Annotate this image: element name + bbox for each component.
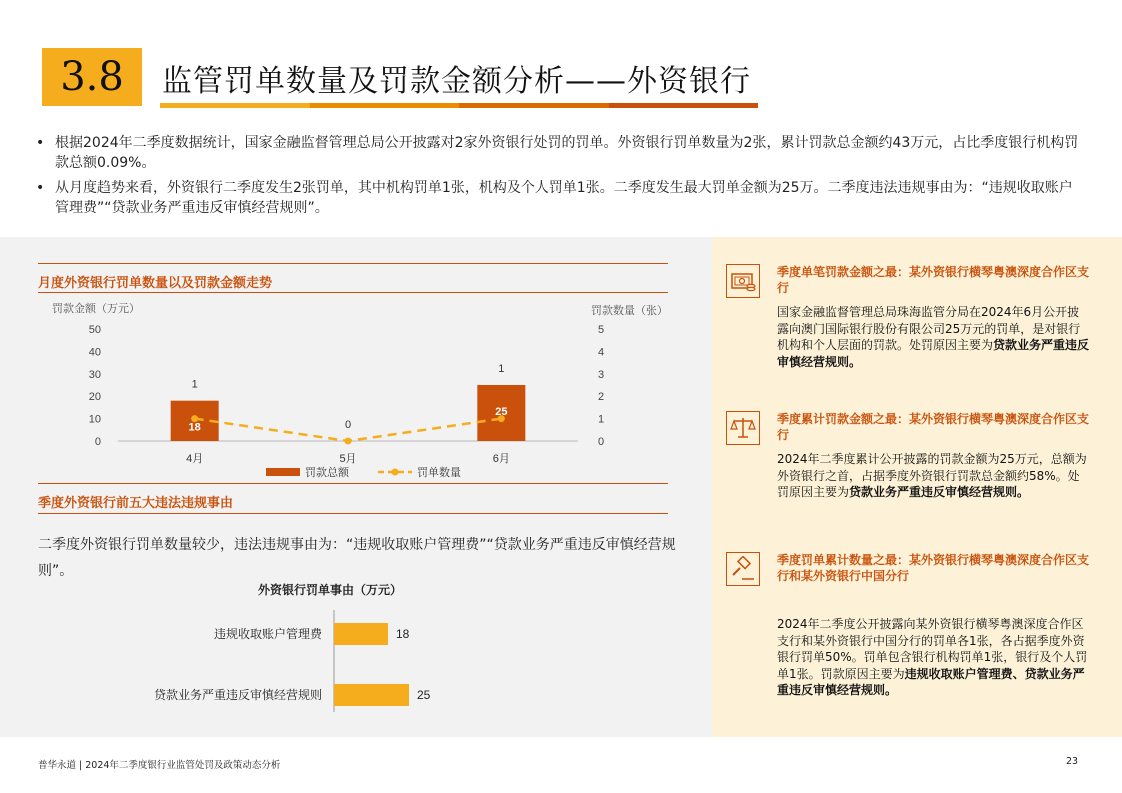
- chart-title: 月度外资银行罚单数量以及罚款金额走势: [38, 276, 273, 291]
- highlight-body-text: 2024年二季度累计公开披露的罚款金额为25万元，总额为外资银行之首，占据季度外资银行罚款总金额约58%。处罚原因主要为: [777, 452, 1087, 499]
- bar-category-label: 贷款业务严重违反审慎经营规则: [153, 688, 322, 702]
- bar-data-label: 18: [188, 421, 201, 434]
- scale-icon: [726, 411, 760, 445]
- highlight-body-bold: 贷款业务严重违反审慎经营规则。: [849, 485, 1030, 499]
- y-tick-left: 10: [88, 413, 101, 426]
- title-underline: [160, 103, 758, 108]
- y-tick-left: 40: [88, 346, 101, 359]
- line-point: [345, 438, 352, 445]
- section2-text: 二季度外资银行罚单数量较少，违法违规事由为：“违规收取账户管理费”“贷款业务严重违反审慎经营规则”。: [38, 537, 676, 579]
- bar-violation-reason: [334, 623, 388, 645]
- title-underline-segment: [459, 103, 609, 108]
- highlight-body-bold: 贷款业务严重违反审慎经营规则。: [777, 338, 1090, 369]
- highlight-body-bold: 违规收取账户管理费、贷款业务严重违反审慎经营规则。: [777, 666, 1085, 697]
- y-tick-right: 3: [598, 368, 605, 381]
- highlight-body: [777, 451, 1090, 501]
- y-tick-right: 4: [598, 346, 605, 359]
- highlight-heading: 季度累计罚款金额之最：某外资银行横琴粤澳深度合作区支行: [777, 412, 1090, 442]
- line-data-label: 1: [191, 378, 198, 391]
- bar-data-label: 25: [495, 406, 508, 418]
- y-tick-right: 1: [598, 413, 605, 426]
- bar-violation-reason: [334, 684, 409, 706]
- y-tick-right: 5: [598, 324, 605, 336]
- y-axis-right-label: 罚款数量（张）: [591, 305, 668, 317]
- legend-label-bars: 罚款总额: [305, 467, 349, 479]
- y-tick-right: 0: [598, 436, 605, 448]
- y-tick-left: 50: [88, 324, 101, 336]
- legend-marker-line: [392, 469, 399, 476]
- highlight-body: [777, 304, 1090, 370]
- legend-swatch-bars: [266, 468, 300, 476]
- y-tick-left: 20: [88, 391, 101, 404]
- bullet-item: • 从月度趋势来看，外资银行二季度发生2张罚单，其中机构罚单1张，机构及个人罚单1张。二季度发生最大罚单金额为25万。二季度违法违规事由为：“违规收取账户管理费”“贷款业务严重违反审慎经营规则”。: [36, 178, 1086, 218]
- summary-bullets: [36, 133, 1086, 223]
- x-tick-label: 6月: [492, 453, 510, 465]
- page-number: 23: [1066, 756, 1079, 767]
- highlight-body-text: 2024年二季度公开披露向某外资银行横琴粤澳深度合作区支行和某外资银行中国分行的罚单各1张，各占据季度外资银行罚单50%。罚单包含银行机构罚单1张，银行及个人罚单1张。罚款原因主要为: [777, 617, 1088, 681]
- y-tick-left: 0: [94, 436, 101, 448]
- bullet-item: • 根据2024年二季度数据统计，国家金融监督管理总局公开披露对2家外资银行处罚的罚单。外资银行罚单数量为2张，累计罚款总金额约43万元，占比季度银行机构罚款总额0.09%。: [36, 133, 1086, 173]
- section2-rule-top: [38, 483, 668, 484]
- violation-reason-bar-chart: [150, 580, 530, 720]
- highlight-heading: 季度罚单累计数量之最：某外资银行横琴粤澳深度合作区支行和某外资银行中国分行: [777, 553, 1090, 583]
- highlight-body: [777, 616, 1090, 699]
- page-title: 监管罚单数量及罚款金额分析——外资银行: [162, 64, 751, 99]
- bar-category-label: 违规收取账户管理费: [213, 627, 322, 641]
- footer-source: 普华永道 | 2024年二季度银行业监管处罚及政策动态分析: [38, 760, 281, 771]
- bar-value-label: 25: [417, 688, 431, 702]
- title-underline-segment: [160, 103, 310, 108]
- bar-chart-title: 外资银行罚单事由（万元）: [257, 583, 403, 597]
- section-number-box: [42, 48, 142, 106]
- legend-label-line: 罚单数量: [417, 467, 461, 479]
- chart-title-rule-top: [38, 263, 668, 264]
- y-axis-left-label: 罚款金额（万元）: [52, 303, 140, 315]
- line-data-label: 0: [344, 419, 352, 431]
- money-icon: [726, 264, 760, 298]
- monthly-combo-chart: [38, 296, 678, 486]
- title-underline-segment: [609, 103, 759, 108]
- section-number: 3.8: [60, 54, 124, 100]
- y-tick-left: 30: [88, 368, 101, 381]
- highlight-heading: 季度单笔罚款金额之最：某外资银行横琴粤澳深度合作区支行: [777, 265, 1090, 295]
- section2-rule-bottom: [38, 513, 668, 514]
- x-tick-label: 5月: [339, 453, 357, 465]
- chart-title-rule-bottom: [38, 292, 668, 293]
- bar-value-label: 18: [396, 627, 410, 641]
- y-tick-right: 2: [598, 391, 605, 404]
- x-tick-label: 4月: [186, 453, 204, 465]
- section2-title: 季度外资银行前五大违法违规事由: [38, 496, 234, 511]
- gavel-icon: [726, 552, 760, 586]
- title-underline-segment: [310, 103, 460, 108]
- line-data-label: 1: [498, 363, 505, 375]
- highlight-body-text: 国家金融监督管理总局珠海监管分局在2024年6月公开披露向澳门国际银行股份有限公司25万元的罚单，是对银行机构和个人层面的罚款。处罚原因主要为: [777, 305, 1081, 352]
